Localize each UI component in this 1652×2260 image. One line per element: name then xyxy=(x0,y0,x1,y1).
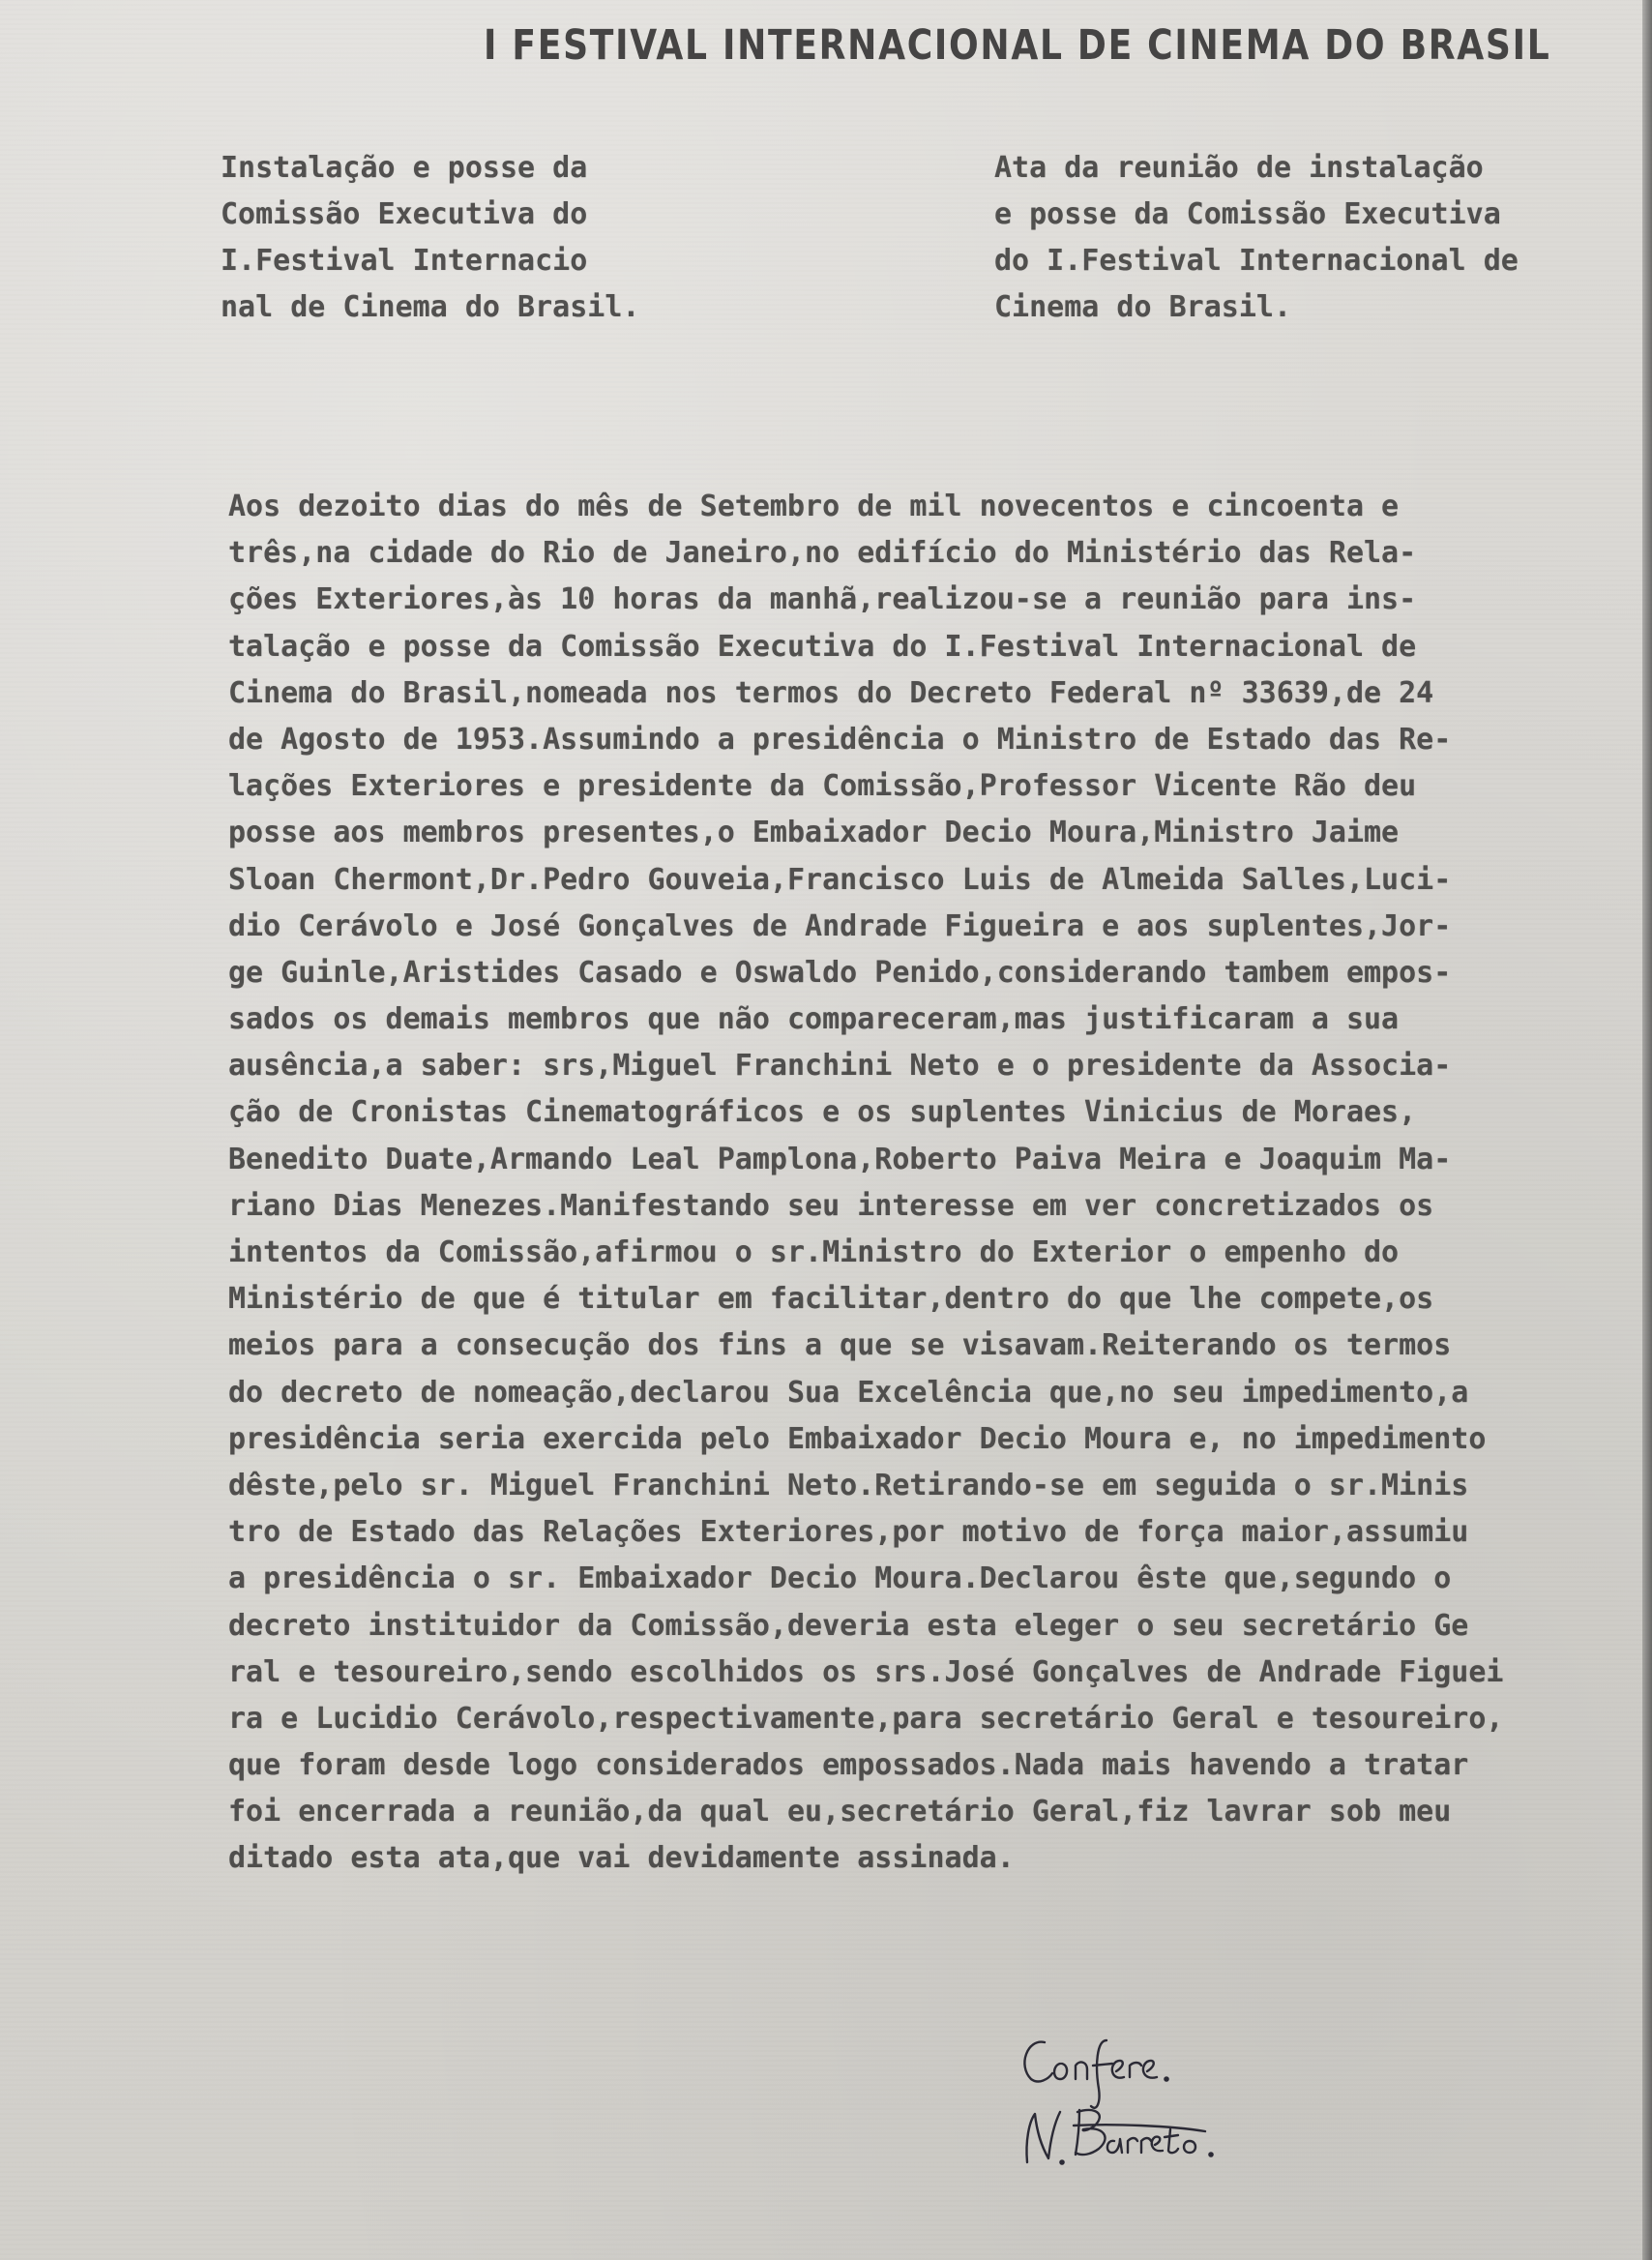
letterhead-title: I FESTIVAL INTERNACIONAL DE CINEMA DO BRASIL xyxy=(484,21,1551,70)
body-line: posse aos membros presentes,o Embaixador Decio Moura,Ministro Jaime xyxy=(228,816,1400,850)
body-line: de Agosto de 1953.Assumindo a presidência o Ministro de Estado das Re- xyxy=(228,722,1452,757)
body-line: ge Guinle,Aristides Casado e Oswaldo Penido,considerando tambem empos- xyxy=(228,955,1452,990)
body-line: Cinema do Brasil,nomeada nos termos do Decreto Federal nº 33639,de 24 xyxy=(228,675,1434,710)
body-line: foi encerrada a reunião,da qual eu,secretário Geral,fiz lavrar sob meu xyxy=(228,1795,1452,1829)
body-line: intentos da Comissão,afirmou o sr.Ministro do Exterior o empenho do xyxy=(228,1235,1400,1269)
handwritten-signature xyxy=(1006,2017,1257,2182)
body-line: dêste,pelo sr. Miguel Franchini Neto.Retirando-se em seguida o sr.Minis xyxy=(228,1468,1469,1502)
right-heading-line: do I.Festival Internacional de xyxy=(994,244,1519,278)
left-heading-line: I.Festival Internacio xyxy=(221,244,588,278)
body-line: a presidência o sr. Embaixador Decio Moura.Declarou êste que,segundo o xyxy=(228,1561,1452,1596)
right-heading xyxy=(994,145,1613,331)
signature-image xyxy=(1006,2017,1257,2182)
minutes-body xyxy=(228,484,1602,1883)
body-line: Benedito Duate,Armando Leal Pamplona,Roberto Paiva Meira e Joaquim Ma- xyxy=(228,1142,1452,1176)
right-heading-line: e posse da Comissão Executiva xyxy=(994,197,1501,231)
body-line: talação e posse da Comissão Executiva do I.Festival Internacional de xyxy=(228,629,1417,664)
left-heading-line: nal de Cinema do Brasil. xyxy=(221,290,640,324)
right-heading-line: Ata da reunião de instalação xyxy=(994,151,1484,185)
left-heading-line: Instalação e posse da xyxy=(221,151,588,185)
left-heading xyxy=(221,145,723,331)
body-line: sados os demais membros que não compareceram,mas justificaram a sua xyxy=(228,1002,1400,1037)
body-line: dio Cerávolo e José Gonçalves de Andrade Figueira e aos suplentes,Jor- xyxy=(228,908,1452,943)
body-line: ra e Lucidio Cerávolo,respectivamente,para secretário Geral e tesoureiro, xyxy=(228,1701,1504,1736)
body-line: lações Exteriores e presidente da Comissão,Professor Vicente Rão deu xyxy=(228,769,1417,804)
body-line: ção de Cronistas Cinematográficos e os suplentes Vinicius de Moraes, xyxy=(228,1095,1417,1130)
body-line: ditado esta ata,que vai devidamente assinada. xyxy=(228,1841,1015,1876)
right-heading-line: Cinema do Brasil. xyxy=(994,290,1292,324)
body-line: ausência,a saber: srs,Miguel Franchini Neto e o presidente da Associa- xyxy=(228,1049,1452,1084)
body-line: tro de Estado das Relações Exteriores,por motivo de força maior,assumiu xyxy=(228,1515,1469,1550)
body-line: Aos dezoito dias do mês de Setembro de mil novecentos e cincoenta e xyxy=(228,490,1400,523)
body-line: Ministério de que é titular em facilitar,dentro do que lhe compete,os xyxy=(228,1282,1434,1317)
body-line: que foram desde logo considerados empossados.Nada mais havendo a tratar xyxy=(228,1748,1469,1783)
body-line: decreto instituidor da Comissão,deveria esta eleger o seu secretário Ge xyxy=(228,1608,1469,1643)
body-line: Sloan Chermont,Dr.Pedro Gouveia,Francisco Luis de Almeida Salles,Luci- xyxy=(228,862,1452,897)
body-line: do decreto de nomeação,declarou Sua Excelência que,no seu impedimento,a xyxy=(228,1375,1469,1410)
body-line: presidência seria exercida pelo Embaixador Decio Moura e, no impedimento xyxy=(228,1421,1487,1456)
scan-edge-shadow xyxy=(1642,0,1652,2260)
body-line: ral e tesoureiro,sendo escolhidos os srs.José Gonçalves de Andrade Figuei xyxy=(228,1654,1504,1689)
left-heading-line: Comissão Executiva do xyxy=(221,197,588,231)
body-line: ções Exteriores,às 10 horas da manhã,realizou-se a reunião para ins- xyxy=(228,582,1417,617)
body-line: três,na cidade do Rio de Janeiro,no edifício do Ministério das Rela- xyxy=(228,536,1417,571)
body-line: riano Dias Menezes.Manifestando seu interesse em ver concretizados os xyxy=(228,1188,1434,1223)
body-line: meios para a consecução dos fins a que se visavam.Reiterando os termos xyxy=(228,1328,1452,1363)
